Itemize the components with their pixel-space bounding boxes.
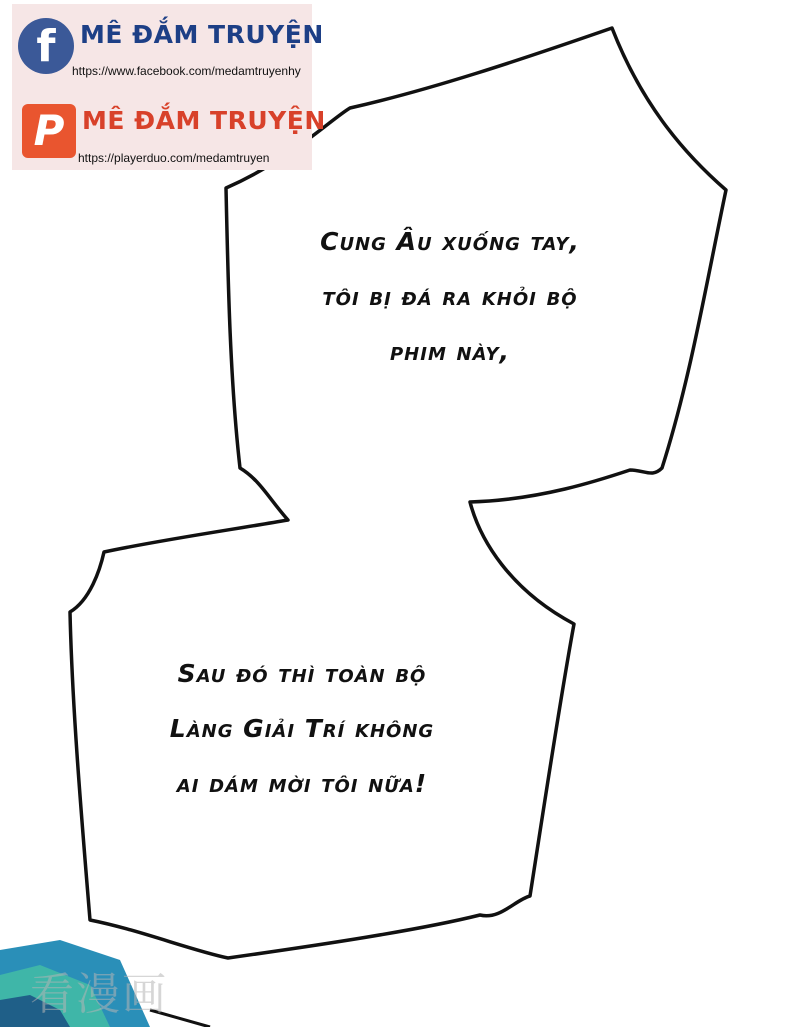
facebook-brand-name: MÊ ĐẮM TRUYỆN xyxy=(80,20,324,49)
speech-line: Sau đó thì toàn bộ xyxy=(177,659,427,688)
playerduo-icon[interactable]: P xyxy=(22,104,76,158)
watermark-banner xyxy=(12,4,326,170)
speech-line: phim này, xyxy=(389,337,511,366)
speech-line: tôi bị đá ra khỏi bộ xyxy=(322,282,578,311)
playerduo-brand-name: MÊ ĐẮM TRUYỆN xyxy=(82,106,326,135)
playerduo-url[interactable]: https://playerduo.com/medamtruyen xyxy=(78,151,270,165)
speech-text-top xyxy=(260,214,640,379)
corner-watermark-glyphs: 看漫画 xyxy=(30,969,168,1020)
speech-line: ai dám mời tôi nữa! xyxy=(176,769,428,798)
speech-line: Cung Âu xuống tay, xyxy=(320,227,580,256)
speech-line: Làng Giải Trí không xyxy=(169,714,435,743)
facebook-icon[interactable]: f xyxy=(18,18,74,74)
speech-text-bottom xyxy=(112,646,492,811)
facebook-url[interactable]: https://www.facebook.com/medamtruyenhy xyxy=(72,64,301,78)
